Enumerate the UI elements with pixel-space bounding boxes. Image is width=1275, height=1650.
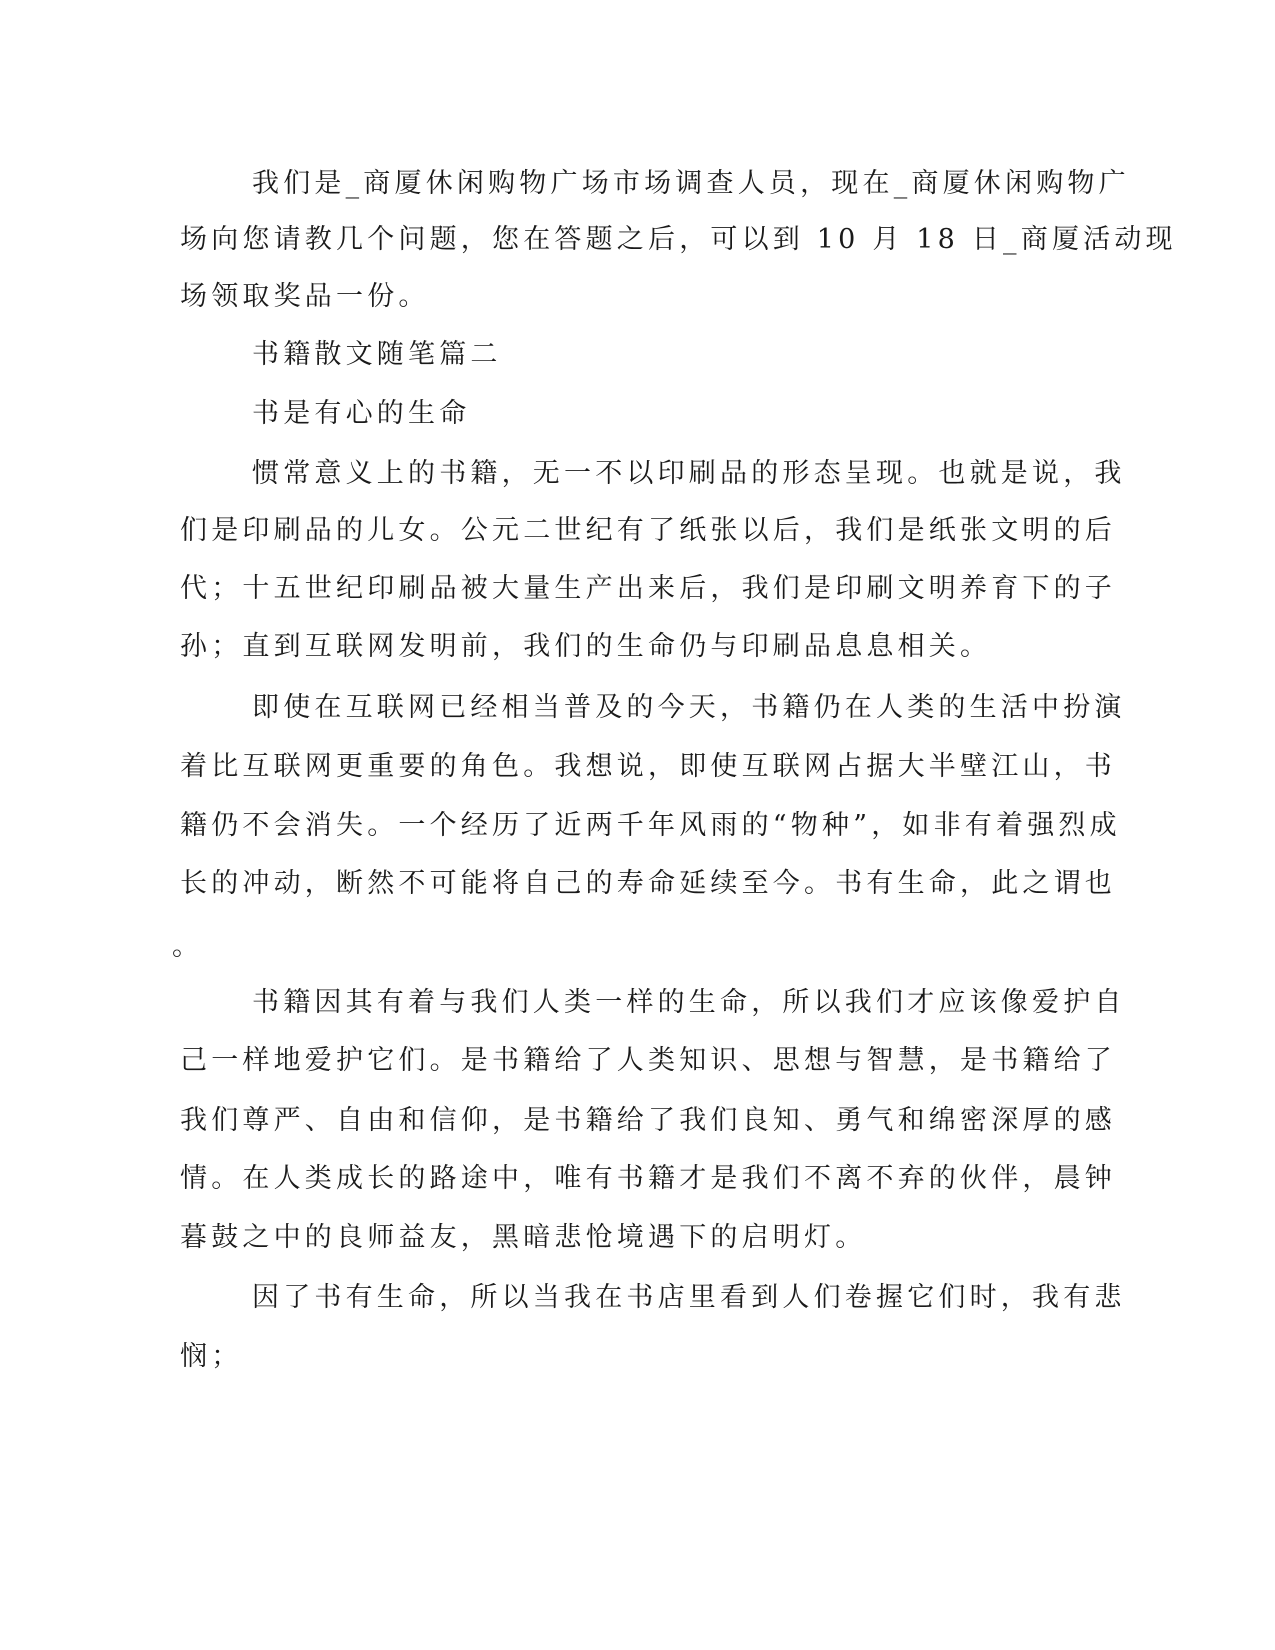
line-text: 我们尊严、自由和信仰，是书籍给了我们良知、勇气和绵密深厚的感 (180, 1105, 1116, 1136)
line-text: 因了书有生命，所以当我在书店里看到人们卷握它们时，我有悲 (252, 1282, 1126, 1313)
line-text: 暮鼓之中的良师益友，黑暗悲怆境遇下的启明灯。 (180, 1222, 867, 1253)
line-text: 场领取奖品一份。 (180, 281, 430, 312)
line-text: 即使在互联网已经相当普及的今天，书籍仍在人类的生活中扮演 (252, 692, 1126, 723)
line-text: 我们是_商厦休闲购物广场市场调查人员，现在_商厦休闲购物广 (252, 168, 1130, 199)
line-text: 代；十五世纪印刷品被大量生产出来后，我们是印刷文明养育下的子 (180, 573, 1116, 604)
line-text: 孙；直到互联网发明前，我们的生命仍与印刷品息息相关。 (180, 631, 992, 662)
line-text: 悯； (180, 1341, 243, 1372)
line-text: 情。在人类成长的路途中，唯有书籍才是我们不离不弃的伙伴，晨钟 (180, 1163, 1116, 1194)
line-text: 们是印刷品的儿女。公元二世纪有了纸张以后，我们是纸张文明的后 (180, 515, 1116, 546)
line-text: 籍仍不会消失。一个经历了近两千年风雨的“物种”，如非有着强烈成 (180, 810, 1121, 841)
line-text: 。 (172, 931, 204, 962)
line-text: 长的冲动，断然不可能将自己的寿命延续至今。书有生命，此之谓也 (180, 868, 1116, 899)
line-text: 书籍因其有着与我们人类一样的生命，所以我们才应该像爱护自 (252, 987, 1126, 1018)
line-text: 惯常意义上的书籍，无一不以印刷品的形态呈现。也就是说，我 (252, 458, 1126, 489)
line-text: 着比互联网更重要的角色。我想说，即使互联网占据大半壁江山，书 (180, 751, 1116, 782)
line-text: 书籍散文随笔篇二 (252, 339, 502, 370)
line-text: 己一样地爱护它们。是书籍给了人类知识、思想与智慧，是书籍给了 (180, 1045, 1116, 1076)
line-text: 书是有心的生命 (252, 398, 471, 429)
line-text: 场向您请教几个问题，您在答题之后，可以到 10 月 18 日_商厦活动现 (180, 224, 1177, 255)
